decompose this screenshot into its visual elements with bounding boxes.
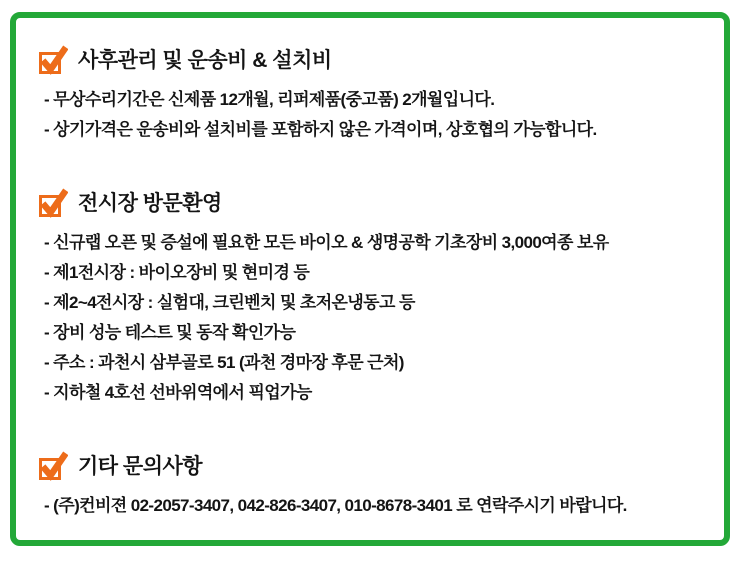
list-item: - 지하철 4호선 선바위역에서 픽업가능 (44, 383, 312, 402)
section-aftercare-shipping (38, 44, 706, 145)
checked-checkbox-icon (38, 451, 68, 481)
list-item: - (주)컨비젼 02-2057-3407, 042-826-3407, 010-8678-3401 로 연락주시기 바랍니다. (44, 496, 627, 515)
checked-checkbox-icon (38, 45, 68, 75)
section-showroom-visit (38, 187, 706, 408)
section-other-inquiries (38, 450, 706, 521)
section-item-list (38, 228, 706, 408)
list-item: - 제2~4전시장 : 실험대, 크린벤치 및 초저온냉동고 등 (44, 293, 415, 312)
checked-checkbox-icon (38, 188, 68, 218)
section-heading (38, 44, 706, 74)
section-item-list (38, 491, 706, 521)
section-heading (38, 450, 706, 480)
section-title: 기타 문의사항 (78, 455, 203, 478)
section-title: 전시장 방문환영 (78, 192, 222, 215)
list-item: - 무상수리기간은 신제품 12개월, 리퍼제품(중고품) 2개월입니다. (44, 90, 495, 109)
list-item: - 주소 : 과천시 삼부골로 51 (과천 경마장 후문 근처) (44, 353, 404, 372)
section-item-list (38, 85, 706, 145)
list-item: - 상기가격은 운송비와 설치비를 포함하지 않은 가격이며, 상호협의 가능합니다. (44, 120, 597, 139)
section-title: 사후관리 및 운송비 & 설치비 (78, 49, 332, 72)
list-item: - 신규랩 오픈 및 증설에 필요한 모든 바이오 & 생명공학 기초장비 3,000여종 보유 (44, 233, 609, 252)
list-item: - 장비 성능 테스트 및 동작 확인가능 (44, 323, 296, 342)
info-notice-panel (10, 12, 730, 546)
section-heading (38, 187, 706, 217)
list-item: - 제1전시장 : 바이오장비 및 현미경 등 (44, 263, 310, 282)
